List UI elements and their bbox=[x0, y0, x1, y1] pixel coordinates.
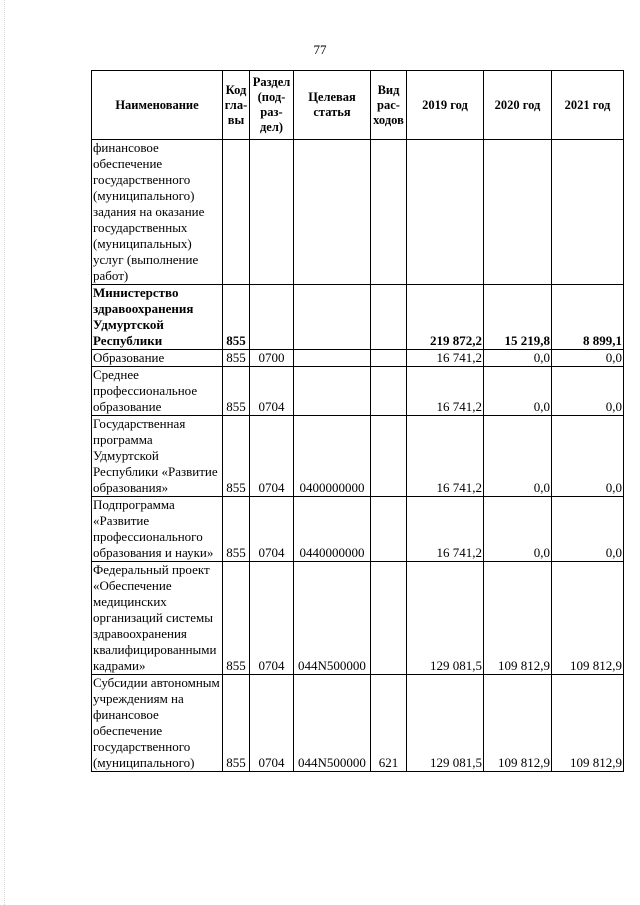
cell-y2020: 0,0 bbox=[484, 350, 552, 367]
cell-section: 0704 bbox=[250, 497, 294, 562]
table-row bbox=[92, 350, 624, 367]
cell-code: 855 bbox=[223, 350, 250, 367]
cell-name: Подпрограмма «Развитие профессионального образования и науки» bbox=[92, 497, 223, 562]
cell-y2021: 0,0 bbox=[552, 416, 624, 497]
cell-name: Образование bbox=[92, 350, 223, 367]
cell-section bbox=[250, 285, 294, 350]
header-section: Раздел (под-раз-дел) bbox=[250, 71, 294, 140]
cell-y2020: 15 219,8 bbox=[484, 285, 552, 350]
cell-article: 044N500000 bbox=[294, 562, 371, 675]
cell-y2019: 16 741,2 bbox=[407, 350, 484, 367]
cell-code bbox=[223, 140, 250, 285]
cell-code: 855 bbox=[223, 285, 250, 350]
cell-y2019: 16 741,2 bbox=[407, 416, 484, 497]
cell-section bbox=[250, 140, 294, 285]
cell-y2020: 0,0 bbox=[484, 416, 552, 497]
cell-name: Федеральный проект «Обеспечение медицинских организаций системы здравоохранения квалифицированными кадрами» bbox=[92, 562, 223, 675]
cell-section: 0704 bbox=[250, 367, 294, 416]
cell-y2019 bbox=[407, 140, 484, 285]
cell-y2019: 129 081,5 bbox=[407, 562, 484, 675]
cell-y2020: 0,0 bbox=[484, 367, 552, 416]
scan-edge-dots bbox=[4, 0, 6, 905]
cell-name: Субсидии автономным учреждениям на финансовое обеспечение государственного (муниципального) bbox=[92, 675, 223, 772]
cell-y2020: 109 812,9 bbox=[484, 562, 552, 675]
cell-article: 044N500000 bbox=[294, 675, 371, 772]
cell-section: 0704 bbox=[250, 562, 294, 675]
table-header-row bbox=[92, 71, 624, 140]
cell-expense bbox=[371, 497, 407, 562]
cell-article bbox=[294, 367, 371, 416]
cell-y2020: 109 812,9 bbox=[484, 675, 552, 772]
table-row bbox=[92, 367, 624, 416]
page-number: 77 bbox=[313, 42, 327, 57]
cell-expense bbox=[371, 285, 407, 350]
header-2021: 2021 год bbox=[552, 71, 624, 140]
cell-y2021: 0,0 bbox=[552, 350, 624, 367]
cell-expense: 621 bbox=[371, 675, 407, 772]
table-row bbox=[92, 497, 624, 562]
cell-expense bbox=[371, 350, 407, 367]
cell-section: 0700 bbox=[250, 350, 294, 367]
cell-y2019: 129 081,5 bbox=[407, 675, 484, 772]
budget-table bbox=[91, 70, 624, 772]
table-row bbox=[92, 140, 624, 285]
cell-name: Государственная программа Удмуртской Республики «Развитие образования» bbox=[92, 416, 223, 497]
table-row bbox=[92, 675, 624, 772]
cell-section: 0704 bbox=[250, 675, 294, 772]
cell-code: 855 bbox=[223, 416, 250, 497]
header-article: Целевая статья bbox=[294, 71, 371, 140]
cell-expense bbox=[371, 562, 407, 675]
cell-y2021: 109 812,9 bbox=[552, 675, 624, 772]
cell-y2021: 109 812,9 bbox=[552, 562, 624, 675]
cell-article: 0400000000 bbox=[294, 416, 371, 497]
cell-y2021 bbox=[552, 140, 624, 285]
header-code: Код гла-вы bbox=[223, 71, 250, 140]
header-2019: 2019 год bbox=[407, 71, 484, 140]
cell-article bbox=[294, 285, 371, 350]
table-row bbox=[92, 285, 624, 350]
cell-y2019: 219 872,2 bbox=[407, 285, 484, 350]
header-2020: 2020 год bbox=[484, 71, 552, 140]
cell-expense bbox=[371, 140, 407, 285]
cell-article bbox=[294, 350, 371, 367]
cell-y2021: 0,0 bbox=[552, 367, 624, 416]
cell-name: Среднее профессиональное образование bbox=[92, 367, 223, 416]
cell-code: 855 bbox=[223, 367, 250, 416]
cell-y2019: 16 741,2 bbox=[407, 497, 484, 562]
cell-code: 855 bbox=[223, 675, 250, 772]
table-row bbox=[92, 416, 624, 497]
cell-y2020: 0,0 bbox=[484, 497, 552, 562]
cell-name: Министерство здравоохранения Удмуртской Республики bbox=[92, 285, 223, 350]
cell-expense bbox=[371, 416, 407, 497]
table-row bbox=[92, 562, 624, 675]
cell-article bbox=[294, 140, 371, 285]
cell-code: 855 bbox=[223, 497, 250, 562]
header-name: Наименование bbox=[92, 71, 223, 140]
cell-y2020 bbox=[484, 140, 552, 285]
cell-code: 855 bbox=[223, 562, 250, 675]
cell-y2021: 8 899,1 bbox=[552, 285, 624, 350]
header-expense: Вид рас-ходов bbox=[371, 71, 407, 140]
cell-section: 0704 bbox=[250, 416, 294, 497]
cell-y2021: 0,0 bbox=[552, 497, 624, 562]
cell-article: 0440000000 bbox=[294, 497, 371, 562]
cell-name: финансовое обеспечение государственного (муниципального) задания на оказание государственных (муниципальных) услуг (выполнение работ) bbox=[92, 140, 223, 285]
cell-expense bbox=[371, 367, 407, 416]
cell-y2019: 16 741,2 bbox=[407, 367, 484, 416]
